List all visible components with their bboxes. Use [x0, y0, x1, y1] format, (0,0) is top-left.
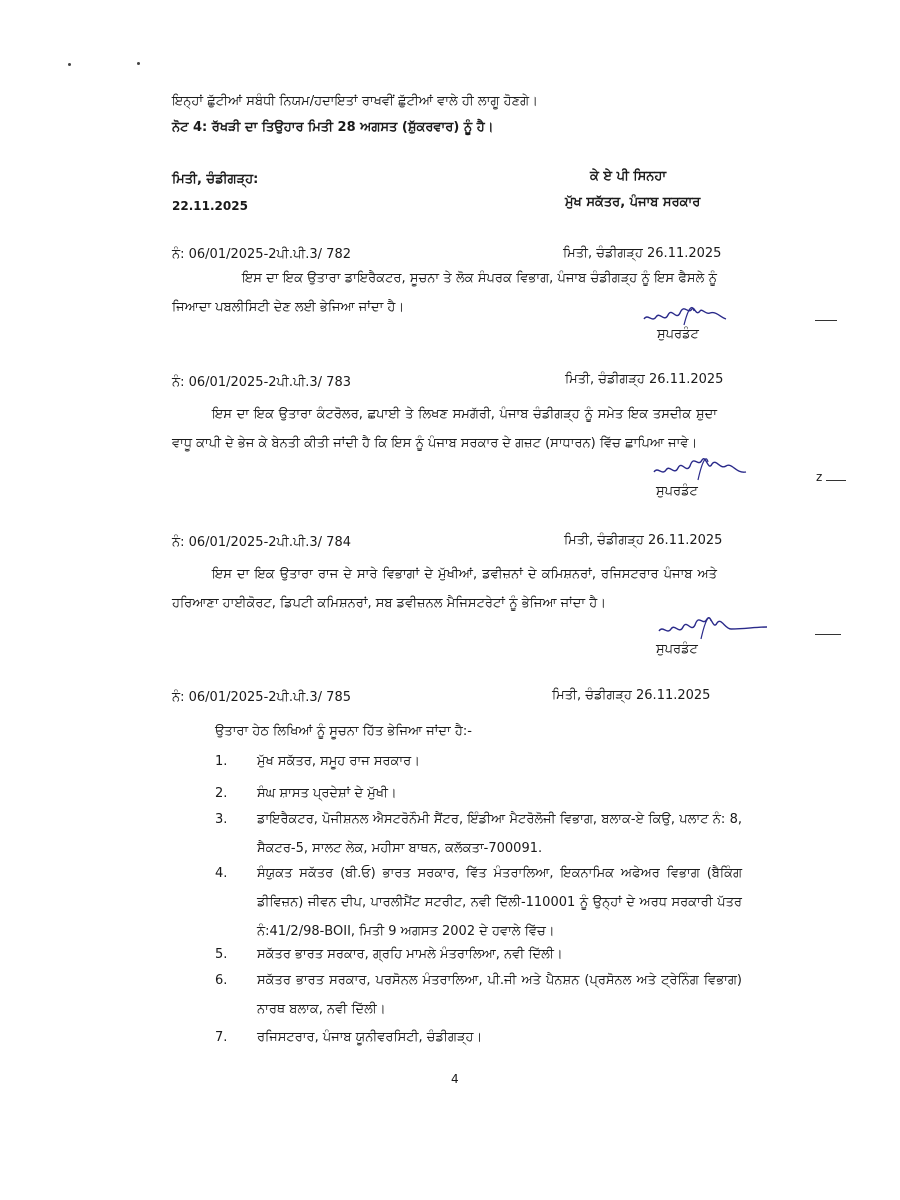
- issue-place: ਮਿਤੀ, ਚੰਡੀਗੜ੍ਹ:: [172, 172, 259, 187]
- endorsement-date: ਮਿਤੀ, ਚੰਡੀਗੜ੍ਹ 26.11.2025: [563, 246, 722, 261]
- margin-mark: [826, 480, 846, 481]
- signature: [650, 448, 750, 488]
- scan-speck: [137, 62, 140, 65]
- endorsement-number: ਨੰ: 06/01/2025-2ਪੀ.ਪੀ.3/ 785: [172, 690, 351, 705]
- rules-note: ਇਨ੍ਹਾਂ ਛੁੱਟੀਆਂ ਸਬੰਧੀ ਨਿਯਮ/ਹਦਾਇਤਾਂ ਰਾਖਵੀਂ ਛੁੱਟੀਆਂ ਵਾਲੇ ਹੀ ਲਾਗੂ ਹੋਣਗੇ।: [172, 94, 538, 109]
- issue-date: 22.11.2025: [172, 199, 248, 213]
- page-number: 4: [451, 1072, 459, 1086]
- endorsement-number: ਨੰ: 06/01/2025-2ਪੀ.ਪੀ.3/ 784: [172, 535, 351, 550]
- endorsement-date: ਮਿਤੀ, ਚੰਡੀਗੜ੍ਹ 26.11.2025: [564, 533, 723, 548]
- recipients-intro: ਉਤਾਰਾ ਹੇਠ ਲਿਖਿਆਂ ਨੂੰ ਸੂਚਨਾ ਹਿੱਤ ਭੇਜਿਆ ਜਾਂਦਾ ਹੈ:-: [215, 724, 472, 739]
- issuer-designation: ਮੁੱਖ ਸਕੱਤਰ, ਪੰਜਾਬ ਸਰਕਾਰ: [565, 195, 701, 210]
- endorsement-text: ਇਸ ਦਾ ਇਕ ਉਤਾਰਾ ਕੰਟਰੋਲਰ, ਛਪਾਈ ਤੇ ਲਿਖਣ ਸਮਗੱਰੀ, ਪੰਜਾਬ ਚੰਡੀਗੜ੍ਹ ਨੂੰ ਸਮੇਤ ਇਕ ਤਸਦੀਕ ਸ਼ੁਦਾ ਵਾਧੂ ਕਾਪੀ ਦੇ ਭੇਜ ਕੇ ਬੇਨਤੀ ਕੀਤੀ ਜਾਂਦੀ ਹੈ ਕਿ ਇਸ ਨੂੰ ਪੰਜਾਬ ਸਰਕਾਰ ਦੇ ਗਜ਼ਟ (ਸਾਧਾਰਨ) ਵਿੱਚ ਛਾਪਿਆ ਜਾਵੇ।: [172, 407, 717, 451]
- margin-mark: [815, 634, 841, 635]
- issuer-name: ਕੇ ਏ ਪੀ ਸਿਨਹਾ: [590, 169, 667, 184]
- margin-note: z: [816, 470, 823, 484]
- endorsement-date: ਮਿਤੀ, ਚੰਡੀਗੜ੍ਹ 26.11.2025: [552, 688, 711, 703]
- endorsement-text: ਇਸ ਦਾ ਇਕ ਉਤਾਰਾ ਰਾਜ ਦੇ ਸਾਰੇ ਵਿਭਾਗਾਂ ਦੇ ਮੁੱਖੀਆਂ, ਡਵੀਜ਼ਨਾਂ ਦੇ ਕਮਿਸ਼ਨਰਾਂ, ਰਜਿਸਟਰਾਰ ਪੰਜਾਬ ਅਤੇ ਹਰਿਆਣਾ ਹਾਈਕੋਰਟ, ਡਿਪਟੀ ਕਮਿਸ਼ਨਰਾਂ, ਸਬ ਡਵੀਜ਼ਨਲ ਮੈਜਿਸਟਰੇਟਾਂ ਨੂੰ ਭੇਜਿਆ ਜਾਂਦਾ ਹੈ।: [172, 567, 717, 611]
- endorsement-date: ਮਿਤੀ, ਚੰਡੀਗੜ੍ਹ 26.11.2025: [565, 372, 724, 387]
- signatory-label: ਸੁਪਰਡੰਟ: [656, 484, 698, 499]
- endorsement-text: ਇਸ ਦਾ ਇਕ ਉਤਾਰਾ ਡਾਇਰੈਕਟਰ, ਸੂਚਨਾ ਤੇ ਲੋਕ ਸੰਪਰਕ ਵਿਭਾਗ, ਪੰਜਾਬ ਚੰਡੀਗੜ੍ਹ ਨੂੰ ਇਸ ਫੈਸਲੇ ਨੂੰ ਜਿਆਦਾ ਪਬਲੀਸਿਟੀ ਦੇਣ ਲਈ ਭੇਜਿਆ ਜਾਂਦਾ ਹੈ।: [172, 271, 717, 315]
- document-page: ਇਨ੍ਹਾਂ ਛੁੱਟੀਆਂ ਸਬੰਧੀ ਨਿਯਮ/ਹਦਾਇਤਾਂ ਰਾਖਵੀਂ ਛੁੱਟੀਆਂ ਵਾਲੇ ਹੀ ਲਾਗੂ ਹੋਣਗੇ। ਨੋਟ 4: ਰੱਖੜੀ ਦਾ ਤਿਉਹਾਰ ਮਿਤੀ 28 ਅਗਸਤ (ਸ਼ੁੱਕਰਵਾਰ) ਨੂੰ ਹੈ। ਮਿਤੀ, ਚੰਡੀਗੜ੍ਹ: 22.11.2025 ਕੇ ਏ ਪੀ ਸਿਨਹਾ ਮੁੱਖ ਸਕੱਤਰ, ਪੰਜਾਬ ਸਰਕਾਰ ਨੰ: 06/01/2025-2ਪੀ.ਪੀ.3/ 782 ਮਿਤੀ, ਚੰਡੀਗੜ੍ਹ 26.11.2025 ਇਸ ਦਾ ਇਕ ਉਤਾਰਾ ਡਾਇਰੈਕਟਰ, ਸੂਚਨਾ ਤੇ ਲੋਕ ਸੰਪਰਕ ਵਿਭਾਗ, ਪੰਜਾਬ ਚੰਡੀਗੜ੍ਹ ਨੂੰ ਇਸ ਫੈਸਲੇ ਨੂੰ ਜਿਆਦਾ ਪਬਲੀਸਿਟੀ ਦੇਣ ਲਈ ਭੇਜਿਆ ਜਾਂਦਾ ਹੈ। ਸੁਪਰਡੰਟ ਨੰ: 06/01/2025-2ਪੀ.ਪੀ.3/ 783 ਮਿਤੀ, ਚੰਡੀਗੜ੍ਹ 26.11.2025 ਇਸ ਦਾ ਇਕ ਉਤਾਰਾ ਕੰਟਰੋਲਰ, ਛਪਾਈ ਤੇ ਲਿਖਣ ਸਮਗੱਰੀ, ਪੰਜਾਬ ਚੰਡੀਗੜ੍ਹ ਨੂੰ ਸਮੇਤ ਇਕ ਤਸਦੀਕ ਸ਼ੁਦਾ ਵਾਧੂ ਕਾਪੀ ਦੇ ਭੇਜ ਕੇ ਬੇਨਤੀ ਕੀਤੀ ਜਾਂਦੀ ਹੈ ਕਿ ਇਸ ਨੂੰ ਪੰਜਾਬ ਸਰਕਾਰ ਦੇ ਗਜ਼ਟ (ਸਾਧਾਰਨ) ਵਿੱਚ ਛਾਪਿਆ ਜਾਵੇ। ਸੁਪਰਡੰਟ z ਨੰ: 06/01/2025-2ਪੀ.ਪੀ.3/ 784 ਮਿਤੀ, ਚੰਡੀਗੜ੍ਹ 26.11.2025 ਇਸ ਦਾ ਇਕ ਉਤਾਰਾ ਰਾਜ ਦੇ ਸਾਰੇ ਵਿਭਾਗਾਂ ਦੇ ਮੁੱਖੀਆਂ, ਡਵੀਜ਼ਨਾਂ ਦੇ ਕਮਿਸ਼ਨਰਾਂ, ਰਜਿਸਟਰਾਰ ਪੰਜਾਬ ਅਤੇ ਹਰਿਆਣਾ ਹਾਈਕੋਰਟ, ਡਿਪਟੀ ਕਮਿਸ਼ਨਰਾਂ, ਸਬ ਡਵੀਜ਼ਨਲ ਮੈਜਿਸਟਰੇਟਾਂ ਨੂੰ ਭੇਜਿਆ ਜਾਂਦਾ ਹੈ। ਸੁਪਰਡੰਟ ਨੰ: 06/01/2025-2ਪੀ.ਪੀ.3/ 785 ਮਿਤੀ, ਚੰਡੀਗੜ੍ਹ 26.11.2025 ਉਤਾਰਾ ਹੇਠ ਲਿਖਿਆਂ ਨੂੰ ਸੂਚਨਾ ਹਿੱਤ ਭੇਜਿਆ ਜਾਂਦਾ ਹੈ:- 1. ਮੁੱਖ ਸਕੱਤਰ, ਸਮੂਹ ਰਾਜ ਸਰਕਾਰ। 2. ਸੰਘ ਸ਼ਾਸਤ ਪ੍ਰਦੇਸ਼ਾਂ ਦੇ ਮੁੱਖੀ। 3. ਡਾਇਰੈਕਟਰ, ਪੋਜੀਸ਼ਨਲ ਐਸਟਰੋਨੌਮੀ ਸੈਂਟਰ, ਇੰਡੀਆ ਮੈਟਰੋਲੋਜੀ ਵਿਭਾਗ, ਬਲਾਕ-ਏ ਕਿਉ, ਪਲਾਟ ਨੰ: 8, ਸੈਕਟਰ-5, ਸਾਲਟ ਲੇਕ, ਮਹੀਸਾ ਬਾਥਨ, ਕਲੱਕਤਾ-700091. 4. ਸੰਯੁਕਤ ਸਕੱਤਰ (ਬੀ.ਓ) ਭਾਰਤ ਸਰਕਾਰ, ਵਿੱਤ ਮੰਤਰਾਲਿਆ, ਇਕਨਾਮਿਕ ਅਫੇਅਰ ਵਿਭਾਗ (ਬੈਕਿੰਗ ਡੀਵਿਜ਼ਨ) ਜੀਵਨ ਦੀਪ, ਪਾਰਲੀਮੈਂਟ ਸਟਰੀਟ, ਨਵੀ ਦਿੱਲੀ-110001 ਨੂੰ ਉਨ੍ਹਾਂ ਦੇ ਅਰਧ ਸਰਕਾਰੀ ਪੱਤਰ ਨੰ:41/2/98-BOII, ਮਿਤੀ 9 ਅਗਸਤ 2002 ਦੇ ਹਵਾਲੇ ਵਿੱਚ। 5. ਸਕੱਤਰ ਭਾਰਤ ਸਰਕਾਰ, ਗ੍ਰਹਿ ਮਾਮਲੇ ਮੰਤਰਾਲਿਆ, ਨਵੀ ਦਿੱਲੀ। 6. ਸਕੱਤਰ ਭਾਰਤ ਸਰਕਾਰ, ਪਰਸੋਨਲ ਮੰਤਰਾਲਿਆ, ਪੀ.ਜੀ ਅਤੇ ਪੈਨਸ਼ਨ (ਪ੍ਰਸੋਨਲ ਅਤੇ ਟ੍ਰੇਨਿੰਗ ਵਿਭਾਗ) ਨਾਰਥ ਬਲਾਕ, ਨਵੀ ਦਿੱਲੀ। 7. ਰਜਿਸਟਰਾਰ, ਪੰਜਾਬ ਯੂਨੀਵਰਸਿਟੀ, ਚੰਡੀਗੜ੍ਹ। 4: [0, 0, 900, 1200]
- signature: [655, 607, 770, 647]
- margin-mark: [815, 320, 837, 321]
- note-4: ਨੋਟ 4: ਰੱਖੜੀ ਦਾ ਤਿਉਹਾਰ ਮਿਤੀ 28 ਅਗਸਤ (ਸ਼ੁੱਕਰਵਾਰ) ਨੂੰ ਹੈ।: [172, 120, 494, 135]
- signatory-label: ਸੁਪਰਡੰਟ: [656, 642, 698, 657]
- endorsement-number: ਨੰ: 06/01/2025-2ਪੀ.ਪੀ.3/ 782: [172, 247, 351, 262]
- signatory-label: ਸੁਪਰਡੰਟ: [657, 327, 699, 342]
- endorsement-number: ਨੰ: 06/01/2025-2ਪੀ.ਪੀ.3/ 783: [172, 375, 351, 390]
- scan-speck: [68, 63, 71, 66]
